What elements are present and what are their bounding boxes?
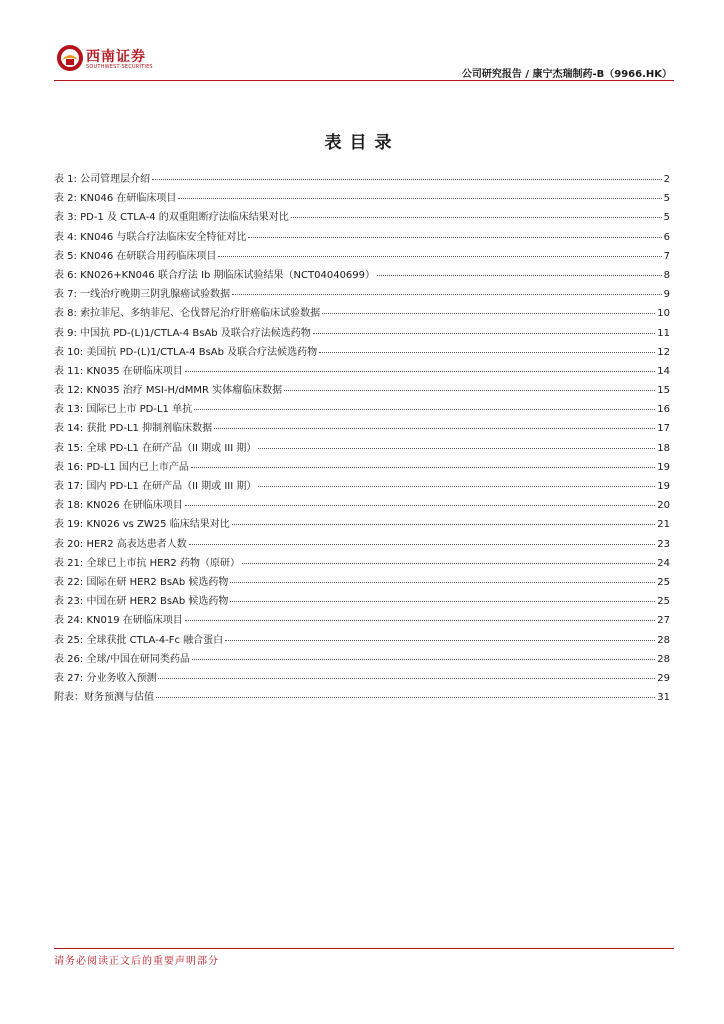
toc-entry-label: 表 18: KN026 在研临床项目 xyxy=(54,500,183,512)
footer-disclaimer: 请务必阅读正文后的重要声明部分 xyxy=(54,956,219,967)
report-title: 公司研究报告 / 康宁杰瑞制药-B（9966.HK） xyxy=(461,69,672,80)
toc-entry-page: 27 xyxy=(657,615,670,627)
logo-emblem-icon xyxy=(56,44,84,72)
toc-entry[interactable] xyxy=(54,515,670,534)
toc-leader-dots xyxy=(258,447,655,449)
footer-divider xyxy=(54,948,674,949)
toc-entry[interactable] xyxy=(54,477,670,496)
toc-entry-label: 表 26: 全球/中国在研同类药品 xyxy=(54,653,190,665)
toc-entry[interactable] xyxy=(54,669,670,688)
logo-text-en: SOUTHWEST SECURITIES xyxy=(86,64,153,70)
toc-leader-dots xyxy=(232,293,662,295)
toc-entry-label: 表 25: 全球获批 CTLA-4-Fc 融合蛋白 xyxy=(54,634,224,646)
toc-entry-label: 表 11: KN035 在研临床项目 xyxy=(54,365,183,377)
toc-leader-dots xyxy=(158,677,655,679)
header-divider xyxy=(54,80,674,81)
toc-leader-dots xyxy=(377,274,662,276)
toc-entry[interactable] xyxy=(54,170,670,189)
toc-entry-page: 19 xyxy=(657,461,670,473)
toc-entry[interactable] xyxy=(54,592,670,611)
toc-entry-label: 表 14: 获批 PD-L1 抑制剂临床数据 xyxy=(54,423,213,435)
toc-entry[interactable] xyxy=(54,247,670,266)
toc-entry[interactable] xyxy=(54,650,670,669)
toc-leader-dots xyxy=(192,658,655,660)
toc-leader-dots xyxy=(185,619,656,621)
toc-entry-page: 25 xyxy=(657,596,670,608)
toc-leader-dots xyxy=(218,255,661,257)
toc-entry-page: 15 xyxy=(657,385,670,397)
toc-entry-page: 16 xyxy=(657,404,670,416)
company-logo xyxy=(56,44,153,74)
toc-entry[interactable] xyxy=(54,611,670,630)
toc-entry[interactable] xyxy=(54,228,670,247)
toc-entry-page: 17 xyxy=(657,423,670,435)
toc-entry[interactable] xyxy=(54,688,670,707)
toc-entry-label: 表 17: 国内 PD-L1 在研产品（II 期或 III 期） xyxy=(54,481,257,492)
toc-entry-page: 25 xyxy=(657,576,670,588)
toc-leader-dots xyxy=(178,197,661,199)
toc-entry[interactable] xyxy=(54,343,670,362)
toc-entry-label: 表 20: HER2 高表达患者人数 xyxy=(54,538,187,550)
toc-entry-page: 14 xyxy=(657,365,670,377)
toc-entry-label: 表 3: PD-1 及 CTLA-4 的双重阻断疗法临床结果对比 xyxy=(54,212,289,224)
toc-entry-page: 23 xyxy=(657,538,670,550)
toc-entry-page: 21 xyxy=(657,519,670,531)
toc-entry-page: 31 xyxy=(657,692,670,704)
page-title: 表目录 xyxy=(324,133,400,153)
toc-entry-page: 2 xyxy=(663,174,670,185)
toc-entry-label: 表 7: 一线治疗晚期三阴乳腺癌试验数据 xyxy=(54,289,231,301)
toc-entry-label: 附表：财务预测与估值 xyxy=(54,692,154,704)
toc-entry-page: 18 xyxy=(657,442,670,454)
toc-entry-label: 表 13: 国际已上市 PD-L1 单抗 xyxy=(54,404,193,416)
toc-entry-page: 8 xyxy=(663,269,670,281)
table-of-contents xyxy=(54,170,670,707)
toc-entry-label: 表 9: 中国抗 PD-(L)1/CTLA-4 BsAb 及联合疗法候选药物 xyxy=(54,327,311,339)
toc-entry-label: 表 5: KN046 在研联合用药临床项目 xyxy=(54,250,217,262)
toc-entry-page: 5 xyxy=(663,193,670,205)
toc-leader-dots xyxy=(225,639,655,641)
toc-entry-label: 表 19: KN026 vs ZW25 临床结果对比 xyxy=(54,519,230,531)
toc-entry-label: 表 6: KN026+KN046 联合疗法 Ib 期临床试验结果（NCT04040699） xyxy=(54,269,376,281)
toc-entry-label: 表 16: PD-L1 国内已上市产品 xyxy=(54,461,189,473)
toc-entry[interactable] xyxy=(54,419,670,438)
toc-leader-dots xyxy=(156,696,655,698)
toc-leader-dots xyxy=(194,408,655,410)
toc-leader-dots xyxy=(185,370,656,372)
toc-entry-label: 表 12: KN035 治疗 MSI-H/dMMR 实体瘤临床数据 xyxy=(54,385,283,397)
toc-entry-page: 9 xyxy=(663,289,670,301)
toc-leader-dots xyxy=(313,332,655,334)
toc-entry-page: 7 xyxy=(663,250,670,262)
toc-entry[interactable] xyxy=(54,208,670,227)
toc-entry[interactable] xyxy=(54,496,670,515)
toc-leader-dots xyxy=(214,427,655,429)
toc-leader-dots xyxy=(258,485,655,487)
toc-leader-dots xyxy=(189,543,655,545)
toc-leader-dots xyxy=(248,236,661,238)
toc-entry-page: 28 xyxy=(657,634,670,646)
toc-leader-dots xyxy=(319,351,655,353)
toc-entry-page: 10 xyxy=(657,308,670,320)
toc-entry[interactable] xyxy=(54,362,670,381)
toc-entry-label: 表 21: 全球已上市抗 HER2 药物（原研） xyxy=(54,557,240,569)
toc-entry-page: 24 xyxy=(657,557,670,569)
toc-leader-dots xyxy=(191,466,655,468)
toc-entry[interactable] xyxy=(54,535,670,554)
toc-entry-label: 表 23: 中国在研 HER2 BsAb 候选药物 xyxy=(54,596,229,608)
toc-entry-label: 表 8: 索拉菲尼、多纳菲尼、仑伐替尼治疗肝癌临床试验数据 xyxy=(54,308,321,320)
page-header xyxy=(0,0,724,82)
toc-entry[interactable] xyxy=(54,266,670,285)
toc-entry[interactable] xyxy=(54,573,670,592)
toc-entry[interactable] xyxy=(54,304,670,323)
toc-entry-page: 19 xyxy=(657,481,670,492)
toc-leader-dots xyxy=(242,562,655,564)
toc-entry-label: 表 1: 公司管理层介绍 xyxy=(54,174,151,185)
toc-entry[interactable] xyxy=(54,631,670,650)
toc-entry-page: 29 xyxy=(657,672,670,684)
toc-entry-page: 28 xyxy=(657,653,670,665)
toc-entry[interactable] xyxy=(54,554,670,573)
toc-entry[interactable] xyxy=(54,400,670,419)
toc-entry[interactable] xyxy=(54,381,670,400)
toc-entry[interactable] xyxy=(54,439,670,458)
toc-entry-label: 表 15: 全球 PD-L1 在研产品（II 期或 III 期） xyxy=(54,442,257,454)
toc-entry-label: 表 4: KN046 与联合疗法临床安全特征对比 xyxy=(54,231,247,243)
toc-leader-dots xyxy=(291,216,662,218)
toc-entry[interactable] xyxy=(54,285,670,304)
toc-entry-label: 表 27: 分业务收入预测 xyxy=(54,672,157,684)
toc-entry-page: 12 xyxy=(657,346,670,358)
toc-entry-page: 11 xyxy=(657,327,670,339)
toc-leader-dots xyxy=(185,504,656,506)
toc-entry-label: 表 10: 美国抗 PD-(L)1/CTLA-4 BsAb 及联合疗法候选药物 xyxy=(54,346,318,358)
toc-entry-label: 表 2: KN046 在研临床项目 xyxy=(54,193,177,205)
toc-leader-dots xyxy=(232,523,656,525)
toc-entry-page: 20 xyxy=(657,500,670,512)
toc-entry[interactable] xyxy=(54,458,670,477)
toc-entry-page: 5 xyxy=(663,212,670,224)
toc-leader-dots xyxy=(284,389,655,391)
toc-entry[interactable] xyxy=(54,189,670,208)
toc-entry-label: 表 24: KN019 在研临床项目 xyxy=(54,615,183,627)
toc-entry[interactable] xyxy=(54,324,670,343)
toc-leader-dots xyxy=(230,600,655,602)
toc-entry-label: 表 22: 国际在研 HER2 BsAb 候选药物 xyxy=(54,576,229,588)
toc-leader-dots xyxy=(152,178,662,180)
toc-entry-page: 6 xyxy=(663,231,670,243)
toc-leader-dots xyxy=(230,581,655,583)
toc-leader-dots xyxy=(322,312,655,314)
logo-text-cn: 西南证券 xyxy=(86,49,146,65)
